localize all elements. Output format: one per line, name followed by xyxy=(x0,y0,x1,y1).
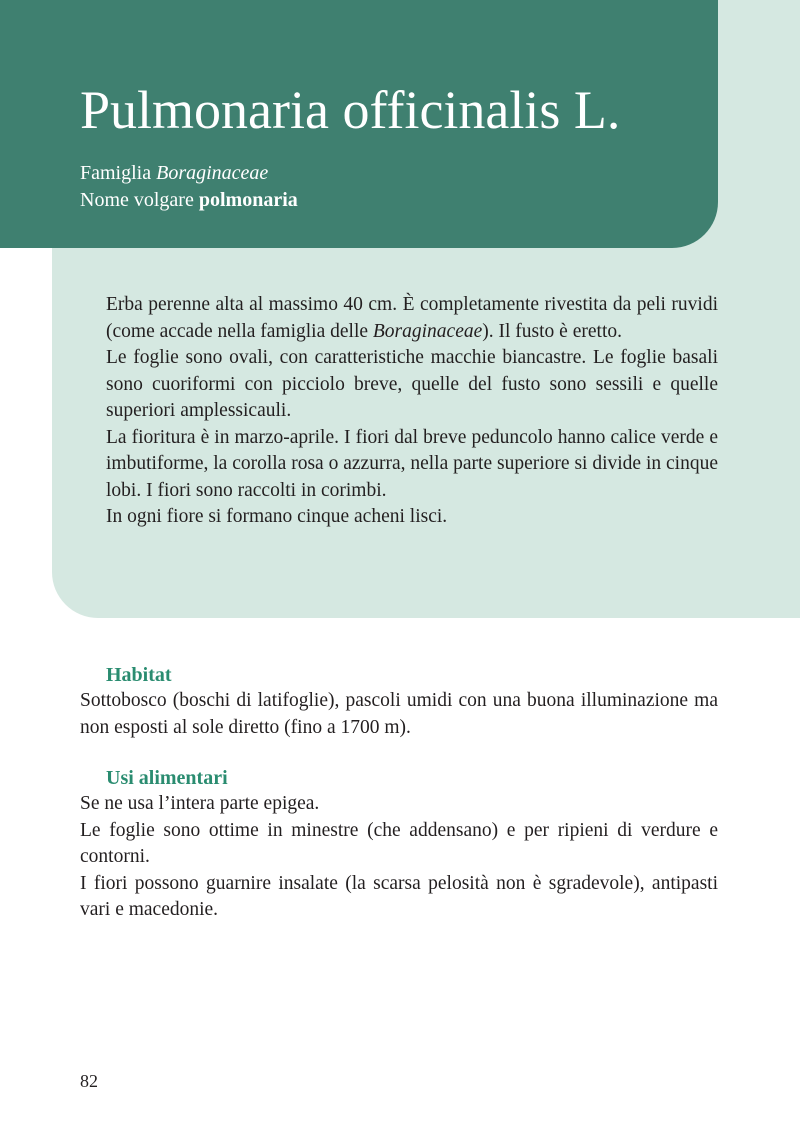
usi-alimentari-paragraph: I fiori possono guarnire insalate (la scarsa pelosità non è sgradevole), antipasti vari e macedonie. xyxy=(80,872,718,920)
description-p1-end: ). Il fusto è eretto. xyxy=(482,320,622,342)
description-text xyxy=(106,292,718,531)
habitat-text: Sottobosco (boschi di latifoglie), pascoli umidi con una buona illuminazione ma non esposti al sole diretto (fino a 1700 m). xyxy=(80,690,718,738)
description-p1-family: Boraginaceae xyxy=(372,320,483,342)
habitat-section xyxy=(80,662,718,741)
description-paragraph: Le foglie sono ovali, con caratteristiche macchie biancastre. Le foglie basali sono cuoriformi con picciolo breve, quelle del fusto sono sessili e quelle superiori amplessicauli. xyxy=(106,347,718,421)
description-p1-start: Erba perenne alta al massimo 40 cm. È completamente rivestita da peli ruvidi (come accade nella famiglia delle xyxy=(106,294,718,342)
usi-alimentari-section xyxy=(80,765,718,924)
common-name-label: Nome volgare xyxy=(80,189,194,211)
common-name-value: polmonaria xyxy=(198,189,298,211)
plant-meta xyxy=(80,160,298,214)
usi-alimentari-heading: Usi alimentari xyxy=(106,767,228,789)
usi-alimentari-paragraph: Le foglie sono ottime in minestre (che addensano) e per ripieni di verdure e contorni. xyxy=(80,819,718,867)
family-value: Boraginaceae xyxy=(156,162,269,184)
family-row xyxy=(80,160,298,187)
family-label: Famiglia xyxy=(80,162,152,184)
page-number: 82 xyxy=(80,1071,98,1091)
habitat-heading: Habitat xyxy=(106,664,172,686)
usi-alimentari-paragraph: Se ne usa l’intera parte epigea. xyxy=(80,793,320,814)
description-paragraph: La fioritura è in marzo-aprile. I fiori dal breve peduncolo hanno calice verde e imbutiforme, la corolla rosa o azzurra, nella parte superiore si divide in cinque lobi. I fiori sono raccolti in corimbi. xyxy=(106,426,718,501)
description-paragraph: In ogni fiore si formano cinque acheni lisci. xyxy=(106,506,448,527)
page-title: Pulmonaria officinalis L. xyxy=(80,80,621,140)
common-name-row xyxy=(80,187,298,214)
header-band xyxy=(0,0,718,248)
description-paragraph xyxy=(106,292,718,345)
